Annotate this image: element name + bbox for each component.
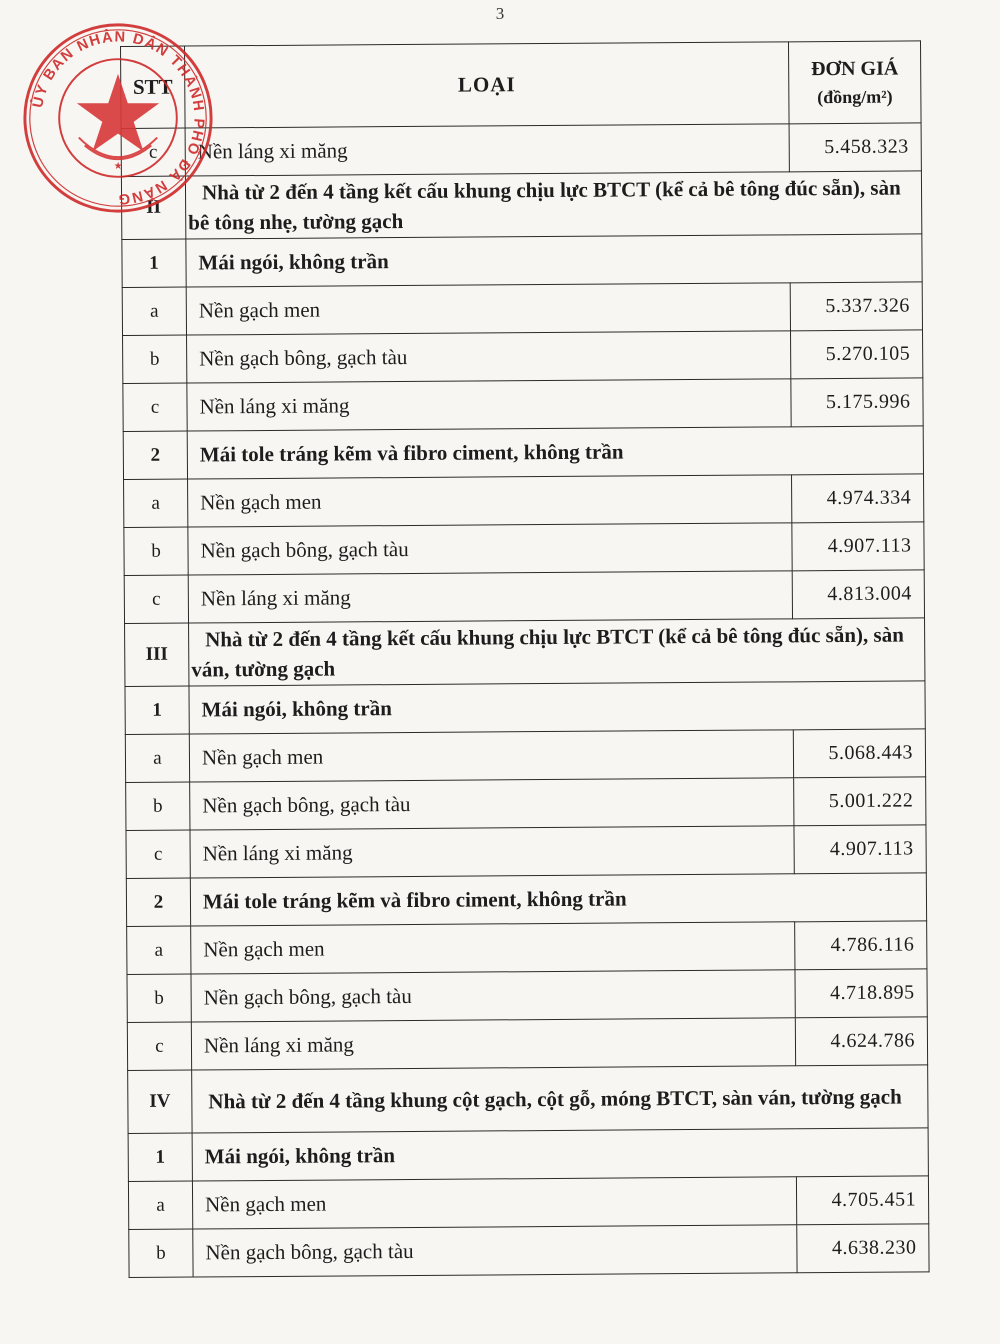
row-stt: 1 bbox=[122, 239, 186, 287]
row-name: Nền láng xi măng bbox=[188, 571, 792, 623]
table-row bbox=[127, 921, 927, 975]
row-stt: b bbox=[126, 782, 190, 830]
row-price: 4.907.113 bbox=[792, 522, 924, 571]
row-name: Mái tole tráng kẽm và fibro ciment, không trần bbox=[190, 873, 926, 926]
row-stt: a bbox=[124, 479, 188, 527]
row-price: 5.458.323 bbox=[789, 123, 921, 172]
row-stt: II bbox=[121, 176, 185, 239]
row-stt: IV bbox=[128, 1070, 192, 1133]
table-row bbox=[127, 1017, 927, 1071]
row-name: Nền gạch men bbox=[186, 283, 790, 335]
row-stt: 1 bbox=[125, 686, 189, 734]
row-name: Nền gạch men bbox=[188, 475, 792, 527]
svg-text:★: ★ bbox=[113, 160, 123, 172]
table-row bbox=[123, 330, 923, 384]
row-name: Mái ngói, không trần bbox=[186, 234, 922, 287]
row-price: 4.705.451 bbox=[796, 1176, 928, 1225]
table-row bbox=[122, 282, 922, 336]
row-stt: b bbox=[129, 1229, 193, 1277]
section-row bbox=[128, 1065, 928, 1134]
table-row bbox=[124, 570, 924, 624]
row-stt: a bbox=[128, 1181, 192, 1229]
row-name: Mái ngói, không trần bbox=[189, 681, 925, 734]
table-row bbox=[125, 729, 925, 783]
table-row bbox=[124, 474, 924, 528]
row-name: Nhà từ 2 đến 4 tầng kết cấu khung chịu lực BTCT (kể cả bê tông đúc sẵn), sàn ván, tường gạch bbox=[189, 618, 925, 686]
row-name: Nền láng xi măng bbox=[185, 124, 789, 176]
table-row bbox=[124, 522, 924, 576]
type-header: LOẠI bbox=[185, 42, 790, 128]
group-row bbox=[125, 681, 925, 735]
row-price: 5.270.105 bbox=[791, 330, 923, 379]
table-row bbox=[123, 378, 923, 432]
table-row bbox=[128, 1176, 928, 1230]
unit-price-label: ĐƠN GIÁ bbox=[810, 57, 899, 80]
row-price: 4.638.230 bbox=[797, 1224, 929, 1273]
table-row bbox=[126, 825, 926, 879]
row-name: Nền gạch bông, gạch tàu bbox=[190, 778, 794, 830]
row-name: Nền láng xi măng bbox=[187, 379, 791, 431]
row-price: 4.718.895 bbox=[795, 969, 927, 1018]
row-stt: 2 bbox=[123, 431, 187, 479]
row-price: 5.068.443 bbox=[793, 729, 925, 778]
row-price: 5.337.326 bbox=[790, 282, 922, 331]
section-row bbox=[125, 618, 925, 687]
group-row bbox=[122, 234, 922, 288]
row-name: Nền gạch bông, gạch tàu bbox=[193, 1225, 797, 1277]
section-row bbox=[121, 171, 921, 240]
stt-header: STT bbox=[121, 46, 186, 128]
row-name: Nền gạch bông, gạch tàu bbox=[191, 970, 795, 1022]
row-stt: 1 bbox=[128, 1133, 192, 1181]
row-name: Mái tole tráng kẽm và fibro ciment, không trần bbox=[187, 426, 923, 479]
row-name: Nền gạch men bbox=[189, 730, 793, 782]
row-price: 4.974.334 bbox=[792, 474, 924, 523]
table-row bbox=[126, 777, 926, 831]
row-price: 4.813.004 bbox=[792, 570, 924, 619]
row-stt: c bbox=[123, 383, 187, 431]
row-price: 4.907.113 bbox=[794, 825, 926, 874]
row-stt: a bbox=[125, 734, 189, 782]
group-row bbox=[128, 1128, 928, 1182]
row-stt: III bbox=[125, 623, 189, 686]
row-price: 4.624.786 bbox=[795, 1017, 927, 1066]
red-seal-stamp bbox=[20, 20, 216, 216]
table-row bbox=[129, 1224, 929, 1278]
table-body bbox=[121, 123, 929, 1278]
row-name: Nền gạch bông, gạch tàu bbox=[187, 331, 791, 383]
row-name: Nền láng xi măng bbox=[191, 1018, 795, 1070]
row-stt: b bbox=[124, 527, 188, 575]
row-name: Nền gạch men bbox=[191, 922, 795, 974]
table-header-row bbox=[121, 41, 922, 129]
group-row bbox=[126, 873, 926, 927]
row-price: 5.001.222 bbox=[794, 777, 926, 826]
row-name: Nhà từ 2 đến 4 tầng khung cột gạch, cột gỗ, móng BTCT, sàn ván, tường gạch bbox=[192, 1065, 928, 1133]
row-stt: a bbox=[127, 926, 191, 974]
row-name: Nền gạch men bbox=[192, 1177, 796, 1229]
row-stt: b bbox=[127, 974, 191, 1022]
row-stt: c bbox=[126, 830, 190, 878]
row-price: 5.175.996 bbox=[791, 378, 923, 427]
row-stt: 2 bbox=[126, 878, 190, 926]
row-stt: a bbox=[122, 287, 186, 335]
svg-text:ỦY BAN NHÂN DÂN THÀNH PHỐ ĐÀ N: ỦY BAN NHÂN DÂN THÀNH PHỐ ĐÀ NẴNG bbox=[30, 29, 207, 207]
table-row bbox=[121, 123, 921, 177]
table-row bbox=[127, 969, 927, 1023]
row-stt: b bbox=[123, 335, 187, 383]
page-number: 3 bbox=[495, 4, 505, 23]
row-name: Nền gạch bông, gạch tàu bbox=[188, 523, 792, 575]
group-row bbox=[123, 426, 923, 480]
price-table bbox=[120, 40, 930, 1278]
row-name: Nền láng xi măng bbox=[190, 826, 794, 878]
row-name: Mái ngói, không trần bbox=[192, 1128, 928, 1181]
row-stt: c bbox=[124, 575, 188, 623]
row-price: 4.786.116 bbox=[795, 921, 927, 970]
unit-label: (đồng/m²) bbox=[817, 86, 893, 107]
row-stt: c bbox=[121, 128, 185, 176]
unit-price-header bbox=[788, 41, 921, 124]
row-stt: c bbox=[127, 1022, 191, 1070]
row-name: Nhà từ 2 đến 4 tầng kết cấu khung chịu lực BTCT (kể cả bê tông đúc sẵn), sàn bê tông nhẹ, tường gạch bbox=[185, 171, 921, 239]
